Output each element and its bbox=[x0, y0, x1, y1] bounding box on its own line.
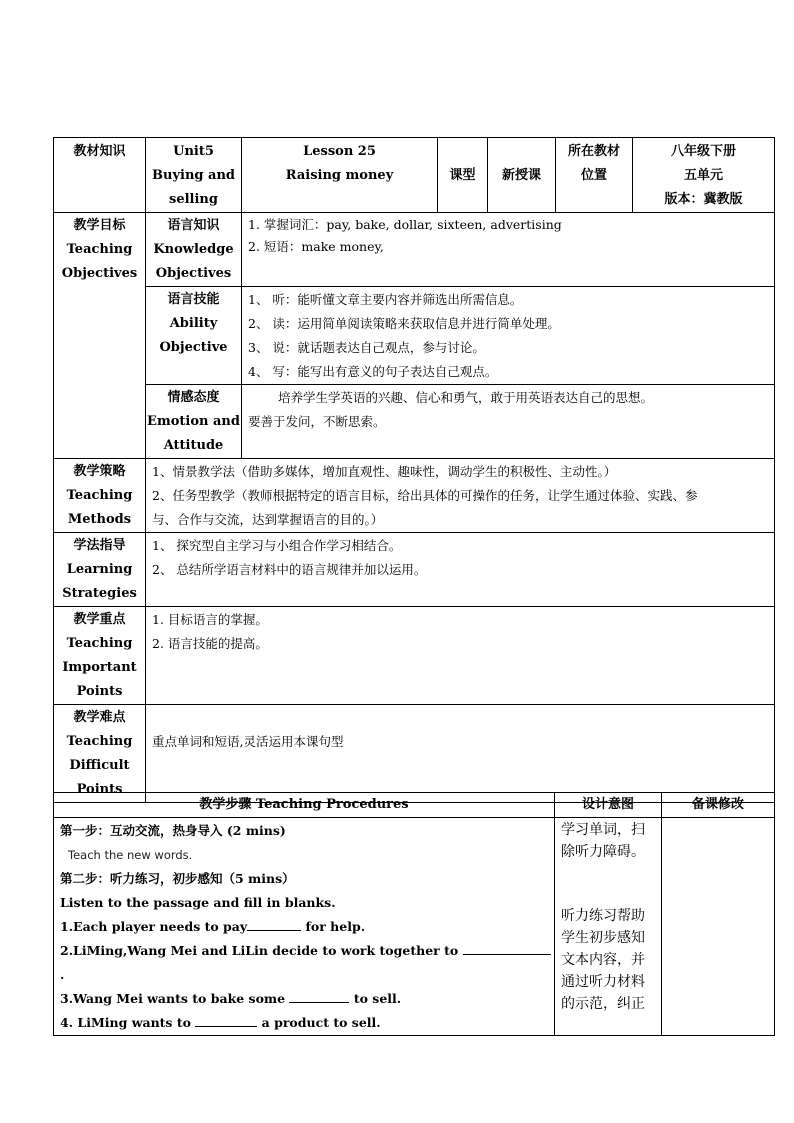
methods-label bbox=[54, 459, 146, 533]
notes-content[interactable] bbox=[662, 818, 775, 1036]
procedures-body-row bbox=[54, 818, 775, 1036]
book-line: 八年级下册 bbox=[670, 144, 736, 159]
label-line: Strategies bbox=[62, 586, 137, 601]
ability-item: 2、 读：运用简单阅读策略来获取信息并进行简单处理。 bbox=[248, 316, 560, 331]
label-line: Emotion and bbox=[147, 414, 240, 429]
important-row bbox=[54, 607, 775, 705]
position-line: 位置 bbox=[580, 168, 607, 183]
unit-line: Buying and bbox=[152, 168, 235, 183]
ability-item: 3、 说：就话题表达自己观点，参与讨论。 bbox=[248, 340, 485, 355]
book-line: 五单元 bbox=[683, 168, 723, 183]
important-item: 2. 语言技能的提高。 bbox=[152, 636, 268, 651]
difficult-content bbox=[146, 705, 775, 803]
label-line: 教学难点 bbox=[73, 710, 126, 725]
knowledge-item: 1. 掌握词汇：pay, bake, dollar, sixteen, advertising bbox=[248, 217, 562, 232]
methods-item: 与、合作与交流，达到掌握语言的目的。） bbox=[152, 512, 384, 527]
question-text: . bbox=[60, 967, 65, 982]
unit-line: Unit5 bbox=[173, 144, 214, 159]
strategies-content bbox=[146, 533, 775, 607]
procedures-header-row bbox=[54, 793, 775, 818]
ability-label bbox=[146, 287, 242, 385]
material-label: 教材知识 bbox=[73, 144, 126, 159]
methods-row bbox=[54, 459, 775, 533]
answer-blank[interactable] bbox=[247, 916, 301, 931]
emotion-item: 培养学生学英语的兴趣、信心和勇气，敢于用英语表达自己的思想。 bbox=[278, 390, 654, 405]
question-2 bbox=[60, 939, 554, 987]
lesson-plan-table bbox=[53, 137, 775, 803]
difficult-text: 重点单词和短语,灵活运用本课句型 bbox=[152, 734, 344, 749]
objectives-ability-row bbox=[54, 287, 775, 385]
label-line: Difficult bbox=[69, 758, 130, 773]
strategies-item: 2、 总结所学语言材料中的语言规律并加以运用。 bbox=[152, 562, 427, 577]
label-line: 学法指导 bbox=[73, 538, 126, 553]
question-text: 1.Each player needs to pay bbox=[60, 919, 248, 934]
label-line: 教学目标 bbox=[73, 218, 126, 233]
label-line: 教学重点 bbox=[73, 612, 126, 627]
label-line: Knowledge bbox=[153, 242, 234, 257]
book-cell bbox=[633, 138, 775, 213]
design-line: 通过听力材料 bbox=[561, 974, 645, 990]
label-line: Attitude bbox=[163, 438, 224, 453]
type-value: 新授课 bbox=[501, 168, 541, 183]
question-text: 2.LiMing,Wang Mei and LiLin decide to work together to bbox=[60, 943, 459, 958]
question-text: a product to sell. bbox=[257, 1015, 381, 1030]
lesson-cell bbox=[242, 138, 438, 213]
label-line: Important bbox=[62, 660, 137, 675]
strategies-label bbox=[54, 533, 146, 607]
label-line: Objectives bbox=[61, 266, 138, 281]
lesson-line: Lesson 25 bbox=[303, 144, 376, 159]
label-line: Ability bbox=[169, 316, 218, 331]
question-text: 4. LiMing wants to bbox=[60, 1015, 191, 1030]
design-header: 设计意图 bbox=[581, 797, 634, 812]
emotion-label bbox=[146, 385, 242, 459]
knowledge-content bbox=[242, 213, 775, 287]
step2-instruction: Listen to the passage and fill in blanks. bbox=[60, 895, 336, 910]
label-line: Methods bbox=[67, 512, 132, 527]
ability-item: 4、 写：能写出有意义的句子表达自己观点。 bbox=[248, 364, 498, 379]
label-line: Objectives bbox=[155, 266, 232, 281]
label-line: Teaching bbox=[66, 734, 133, 749]
emotion-content bbox=[242, 385, 775, 459]
methods-item: 1、情景教学法（借助多媒体，增加直观性、趣味性，调动学生的积极性、主动性。） bbox=[152, 464, 617, 479]
header-row bbox=[54, 138, 775, 213]
answer-blank[interactable] bbox=[195, 1012, 257, 1027]
step1-title: 第一步：互动交流，热身导入 (2 mins) bbox=[60, 823, 286, 838]
answer-blank[interactable] bbox=[289, 988, 349, 1003]
label-line: 教学策略 bbox=[73, 464, 126, 479]
methods-item: 2、任务型教学（教师根据特定的语言目标，给出具体的可操作的任务，让学生通过体验、实践、参 bbox=[152, 488, 698, 503]
label-line: Teaching bbox=[66, 488, 133, 503]
knowledge-label bbox=[146, 213, 242, 287]
strategies-item: 1、 探究型自主学习与小组合作学习相结合。 bbox=[152, 538, 402, 553]
design-content bbox=[555, 818, 662, 1036]
label-line: Points bbox=[76, 782, 123, 797]
question-text: 3.Wang Mei wants to bake some bbox=[60, 991, 286, 1006]
book-line: 版本：冀教版 bbox=[664, 192, 743, 207]
label-line: Teaching bbox=[66, 242, 133, 257]
emotion-item: 要善于发问，不断思索。 bbox=[248, 414, 386, 429]
objectives-label bbox=[54, 213, 146, 459]
procedures-table bbox=[53, 792, 775, 1036]
step2-title: 第二步：听力练习，初步感知（5 mins） bbox=[60, 871, 295, 886]
design-line: 除听力障碍。 bbox=[561, 844, 645, 860]
label-line: Teaching bbox=[66, 636, 133, 651]
question-1 bbox=[60, 915, 554, 939]
question-3 bbox=[60, 987, 554, 1011]
strategies-row bbox=[54, 533, 775, 607]
methods-content bbox=[146, 459, 775, 533]
step1-text: Teach the new words. bbox=[68, 848, 193, 862]
procedures-header: 教学步骤 Teaching Procedures bbox=[199, 797, 409, 812]
important-item: 1. 目标语言的掌握。 bbox=[152, 612, 268, 627]
question-text: for help. bbox=[301, 919, 366, 934]
type-label: 课型 bbox=[449, 168, 476, 183]
label-line: 语言技能 bbox=[167, 292, 220, 307]
ability-item: 1、 听：能听懂文章主要内容并筛选出所需信息。 bbox=[248, 292, 523, 307]
important-label bbox=[54, 607, 146, 705]
difficult-label bbox=[54, 705, 146, 803]
label-line: Objective bbox=[159, 340, 228, 355]
procedures-content bbox=[54, 818, 555, 1036]
label-line: 语言知识 bbox=[167, 218, 220, 233]
knowledge-item: 2. 短语：make money, bbox=[248, 239, 384, 254]
answer-blank[interactable] bbox=[463, 940, 551, 955]
design-line: 的示范，纠正 bbox=[561, 996, 645, 1012]
difficult-row bbox=[54, 705, 775, 803]
unit-line: selling bbox=[169, 192, 218, 207]
question-4 bbox=[60, 1011, 554, 1035]
objectives-knowledge-row bbox=[54, 213, 775, 287]
label-line: Points bbox=[76, 684, 123, 699]
objectives-emotion-row bbox=[54, 385, 775, 459]
question-text: to sell. bbox=[349, 991, 402, 1006]
design-line: 文本内容，并 bbox=[561, 952, 645, 968]
unit-cell bbox=[146, 138, 242, 213]
important-content bbox=[146, 607, 775, 705]
position-cell bbox=[556, 138, 633, 213]
design-line: 听力练习帮助 bbox=[561, 908, 645, 924]
design-line: 学生初步感知 bbox=[561, 930, 645, 946]
position-line: 所在教材 bbox=[567, 144, 620, 159]
ability-content bbox=[242, 287, 775, 385]
notes-header: 备课修改 bbox=[691, 797, 744, 812]
design-line: 学习单词，扫 bbox=[561, 822, 645, 838]
label-line: 情感态度 bbox=[167, 390, 220, 405]
lesson-line: Raising money bbox=[285, 168, 394, 183]
label-line: Learning bbox=[66, 562, 133, 577]
